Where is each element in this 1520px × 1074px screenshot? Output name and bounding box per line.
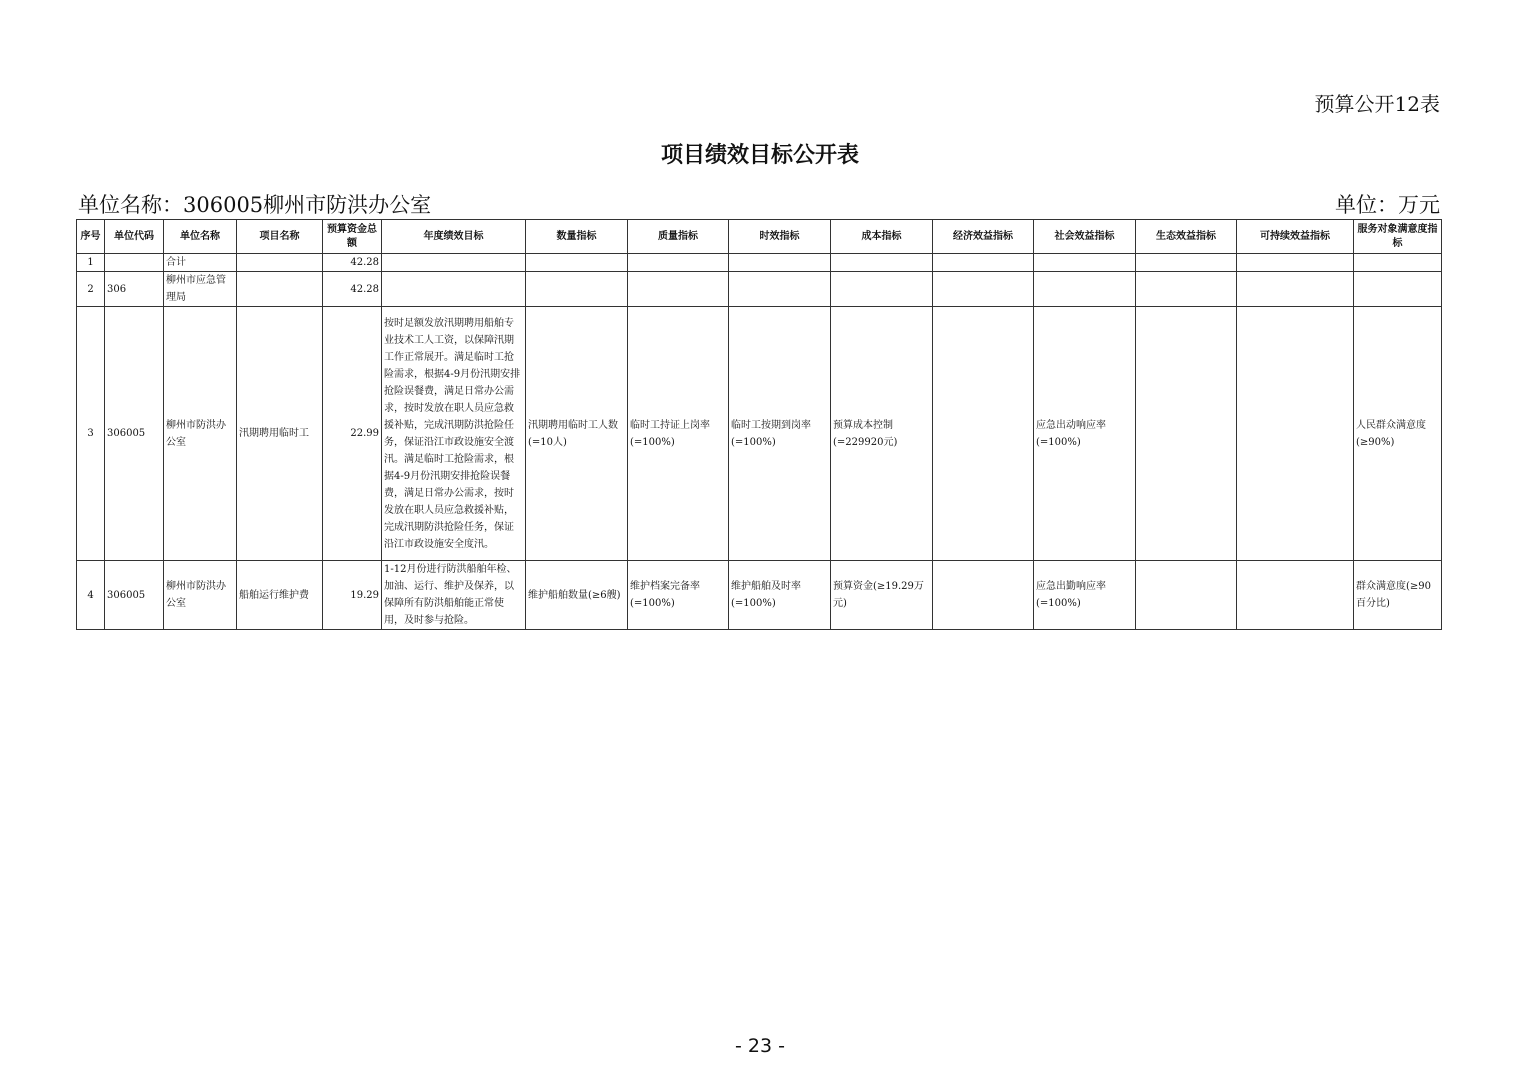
table-cell [105, 254, 164, 272]
table-cell: 维护船舶数量(≥6艘) [526, 561, 628, 630]
table-cell: 按时足额发放汛期聘用船舶专业技术工人工资，以保障汛期工作正常展开。满足临时工抢险需求，根据4-9月份汛期安排抢险误餐费，满足日常办公需求，按时发放在职人员应急救援补贴，完成汛期防洪抢险任务，保证沿江市政设施安全渡汛。满足临时工抢险需求，根据4-9月份汛期安排抢险误餐费，满足日常办公需求，按时发放在职人员应急救援补贴，完成汛期防洪抢险任务，保证沿江市政设施安全度汛。 [382, 307, 526, 561]
table-row [77, 561, 1442, 630]
column-header: 项目名称 [237, 220, 323, 254]
table-cell [933, 272, 1034, 307]
table-cell: 预算成本控制(=229920元) [831, 307, 933, 561]
table-cell: 19.29 [323, 561, 382, 630]
table-cell [831, 254, 933, 272]
table-cell: 汛期聘用临时工人数(=10人) [526, 307, 628, 561]
table-cell: 预算资金(≥19.29万元) [831, 561, 933, 630]
table-cell [526, 254, 628, 272]
column-header: 服务对象满意度指标 [1354, 220, 1442, 254]
table-cell [1136, 307, 1237, 561]
page-title: 项目绩效目标公开表 [660, 143, 859, 168]
table-cell: 306005 [105, 561, 164, 630]
table-cell [933, 307, 1034, 561]
column-header: 序号 [77, 220, 105, 254]
column-header: 单位名称 [164, 220, 237, 254]
table-cell [729, 272, 831, 307]
table-cell [1237, 254, 1354, 272]
table-cell [933, 254, 1034, 272]
column-header: 预算资金总额 [323, 220, 382, 254]
table-cell: 应急出动响应率(=100%) [1034, 307, 1136, 561]
table-cell: 3 [77, 307, 105, 561]
table-cell [237, 272, 323, 307]
table-cell [526, 272, 628, 307]
table-cell: 临时工按期到岗率(=100%) [729, 307, 831, 561]
table-cell: 维护船舶及时率(=100%) [729, 561, 831, 630]
page-number: - 23 - [735, 1035, 785, 1057]
column-header: 年度绩效目标 [382, 220, 526, 254]
table-cell: 1-12月份进行防洪船舶年检、加油、运行、维护及保养，以保障所有防洪船舶能正常使用，及时参与抢险。 [382, 561, 526, 630]
column-header: 时效指标 [729, 220, 831, 254]
table-cell: 42.28 [323, 254, 382, 272]
table-row [77, 272, 1442, 307]
table-cell [1354, 254, 1442, 272]
table-cell [1034, 254, 1136, 272]
column-header: 成本指标 [831, 220, 933, 254]
table-cell [831, 272, 933, 307]
table-cell [1237, 307, 1354, 561]
table-number-label: 预算公开12表 [1314, 92, 1440, 116]
column-header: 数量指标 [526, 220, 628, 254]
table-cell: 维护档案完备率(=100%) [628, 561, 729, 630]
table-cell [1237, 561, 1354, 630]
table-cell: 1 [77, 254, 105, 272]
table-cell: 人民群众满意度(≥90%) [1354, 307, 1442, 561]
table-cell [1237, 272, 1354, 307]
column-header: 可持续效益指标 [1237, 220, 1354, 254]
performance-table [76, 219, 1442, 630]
table-cell [933, 561, 1034, 630]
table-cell: 应急出勤响应率(=100%) [1034, 561, 1136, 630]
table-cell [1034, 272, 1136, 307]
table-cell: 柳州市应急管理局 [164, 272, 237, 307]
currency-unit-label: 单位：万元 [1335, 193, 1440, 217]
table-cell [237, 254, 323, 272]
table-cell: 22.99 [323, 307, 382, 561]
table-cell [628, 254, 729, 272]
table-cell: 柳州市防洪办公室 [164, 307, 237, 561]
table-cell [1136, 561, 1237, 630]
table-cell: 船舶运行维护费 [237, 561, 323, 630]
table-cell: 306 [105, 272, 164, 307]
table-cell: 2 [77, 272, 105, 307]
column-header: 单位代码 [105, 220, 164, 254]
column-header: 质量指标 [628, 220, 729, 254]
table-cell: 306005 [105, 307, 164, 561]
table-cell: 42.28 [323, 272, 382, 307]
table-cell [1354, 272, 1442, 307]
column-header: 社会效益指标 [1034, 220, 1136, 254]
table-cell: 群众满意度(≥90百分比) [1354, 561, 1442, 630]
table-cell [729, 254, 831, 272]
table-cell: 4 [77, 561, 105, 630]
table-cell [382, 254, 526, 272]
table-cell: 柳州市防洪办公室 [164, 561, 237, 630]
table-cell: 临时工持证上岗率(=100%) [628, 307, 729, 561]
column-header: 生态效益指标 [1136, 220, 1237, 254]
table-cell [628, 272, 729, 307]
table-header-row [77, 220, 1442, 254]
table-cell: 合计 [164, 254, 237, 272]
table-cell [382, 272, 526, 307]
unit-name-label: 单位名称：306005柳州市防洪办公室 [78, 193, 432, 217]
table-row [77, 254, 1442, 272]
column-header: 经济效益指标 [933, 220, 1034, 254]
table-cell [1136, 254, 1237, 272]
table-cell [1136, 272, 1237, 307]
table-row [77, 307, 1442, 561]
table-cell: 汛期聘用临时工 [237, 307, 323, 561]
